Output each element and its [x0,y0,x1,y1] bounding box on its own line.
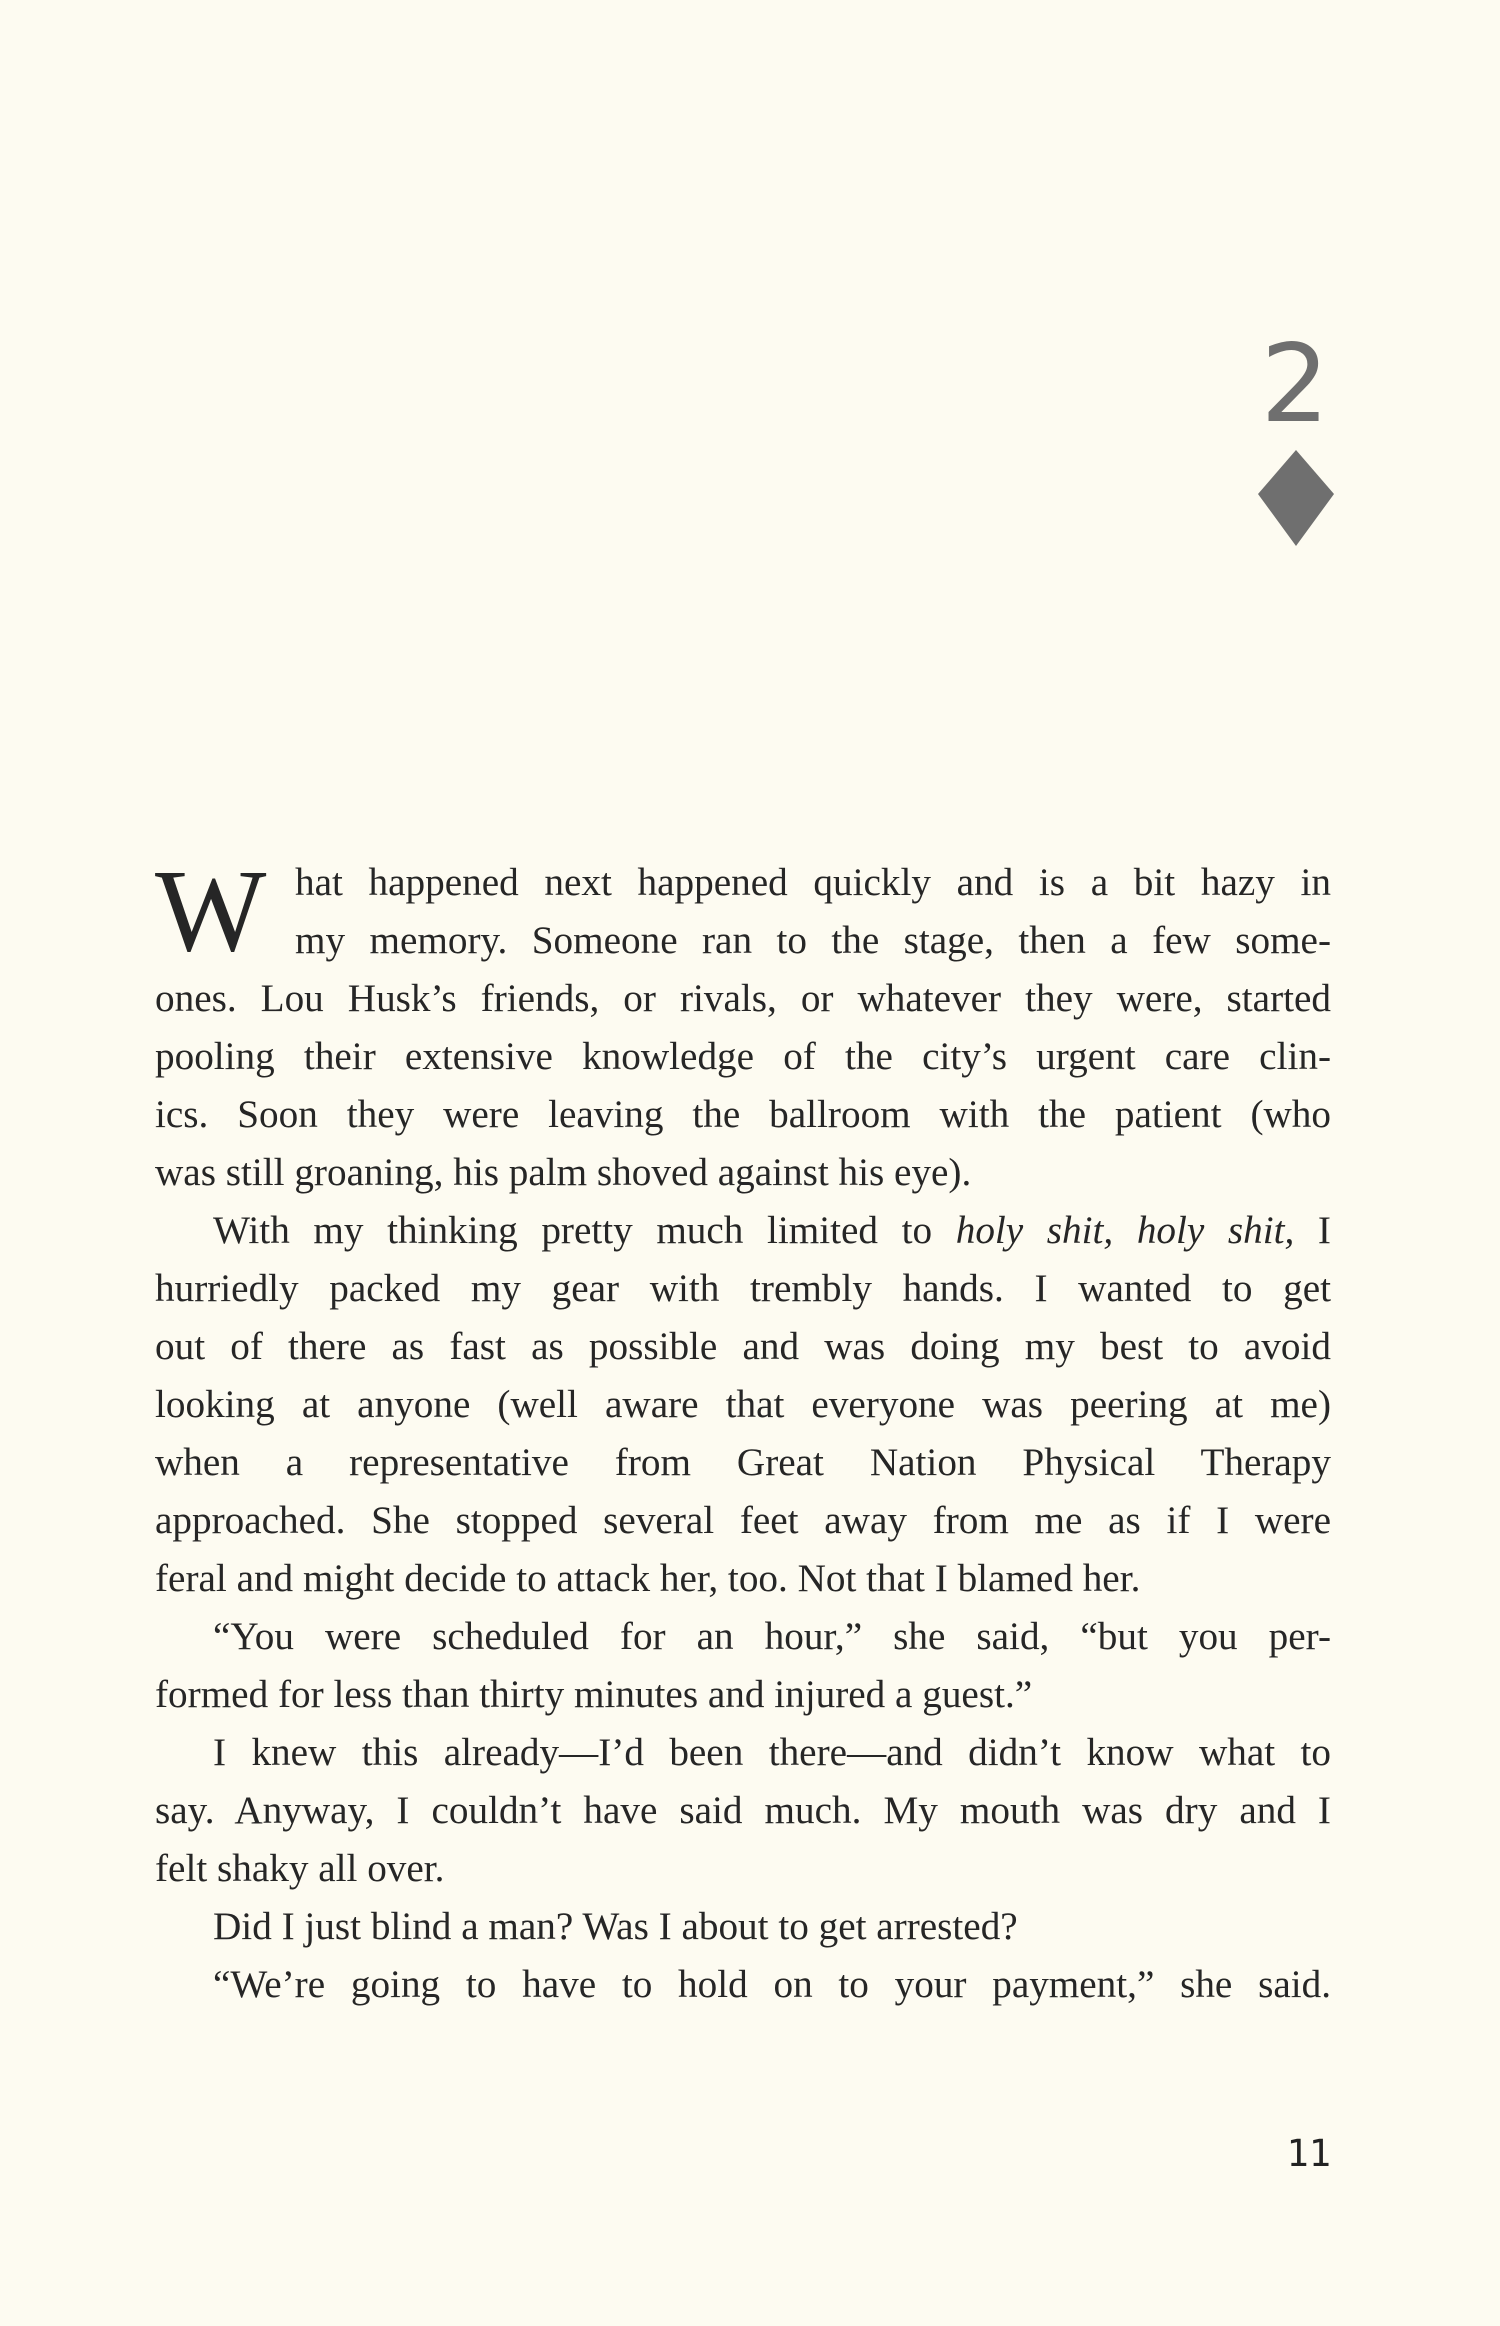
text-line: Did I just blind a man? Was I about to get arrested? [213,1905,1018,1948]
text-line: ones. Lou Husk’s friends, or rivals, or whatever they were, started [155,977,1331,1020]
text-line: when a representative from Great Nation Physical Therapy [155,1441,1331,1484]
text-line: feral and might decide to attack her, too. Not that I blamed her. [155,1557,1141,1600]
text-line: pooling their extensive knowledge of the city’s urgent care clin- [155,1035,1331,1078]
text-line: my memory. Someone ran to the stage, then a few some- [295,919,1331,962]
text-run: I [1294,1209,1331,1252]
body-text [155,845,1331,2014]
text-line [155,1202,1331,1260]
text-line: ics. Soon they were leaving the ballroom with the patient (who [155,1093,1331,1136]
diamond-icon [1258,450,1334,546]
text-line: was still groaning, his palm shoved against his eye). [155,1151,972,1194]
text-line: looking at anyone (well aware that everyone was peering at me) [155,1383,1331,1426]
text-line: approached. She stopped several feet away from me as if I were [155,1499,1331,1542]
italic-text: holy shit, holy shit, [955,1209,1295,1252]
page-number: 11 [1286,2132,1331,2175]
text-line: out of there as fast as possible and was doing my best to avoid [155,1325,1331,1368]
text-line: formed for less than thirty minutes and injured a guest.” [155,1673,1033,1716]
text-line: “We’re going to have to hold on to your payment,” she said. [213,1963,1331,2006]
text-line: “You were scheduled for an hour,” she said, “but you per- [213,1615,1331,1658]
text-line: hat happened next happened quickly and is a bit hazy in [295,861,1331,904]
text-line: say. Anyway, I couldn’t have said much. My mouth was dry and I [155,1789,1331,1832]
text-run: With my thinking pretty much limited to [213,1209,956,1252]
chapter-number: 2 [1260,322,1330,447]
drop-cap: W [155,845,267,976]
text-line: felt shaky all over. [155,1847,445,1890]
text-line: I knew this already—I’d been there—and didn’t know what to [213,1731,1331,1774]
text-line: hurriedly packed my gear with trembly hands. I wanted to get [155,1267,1331,1310]
